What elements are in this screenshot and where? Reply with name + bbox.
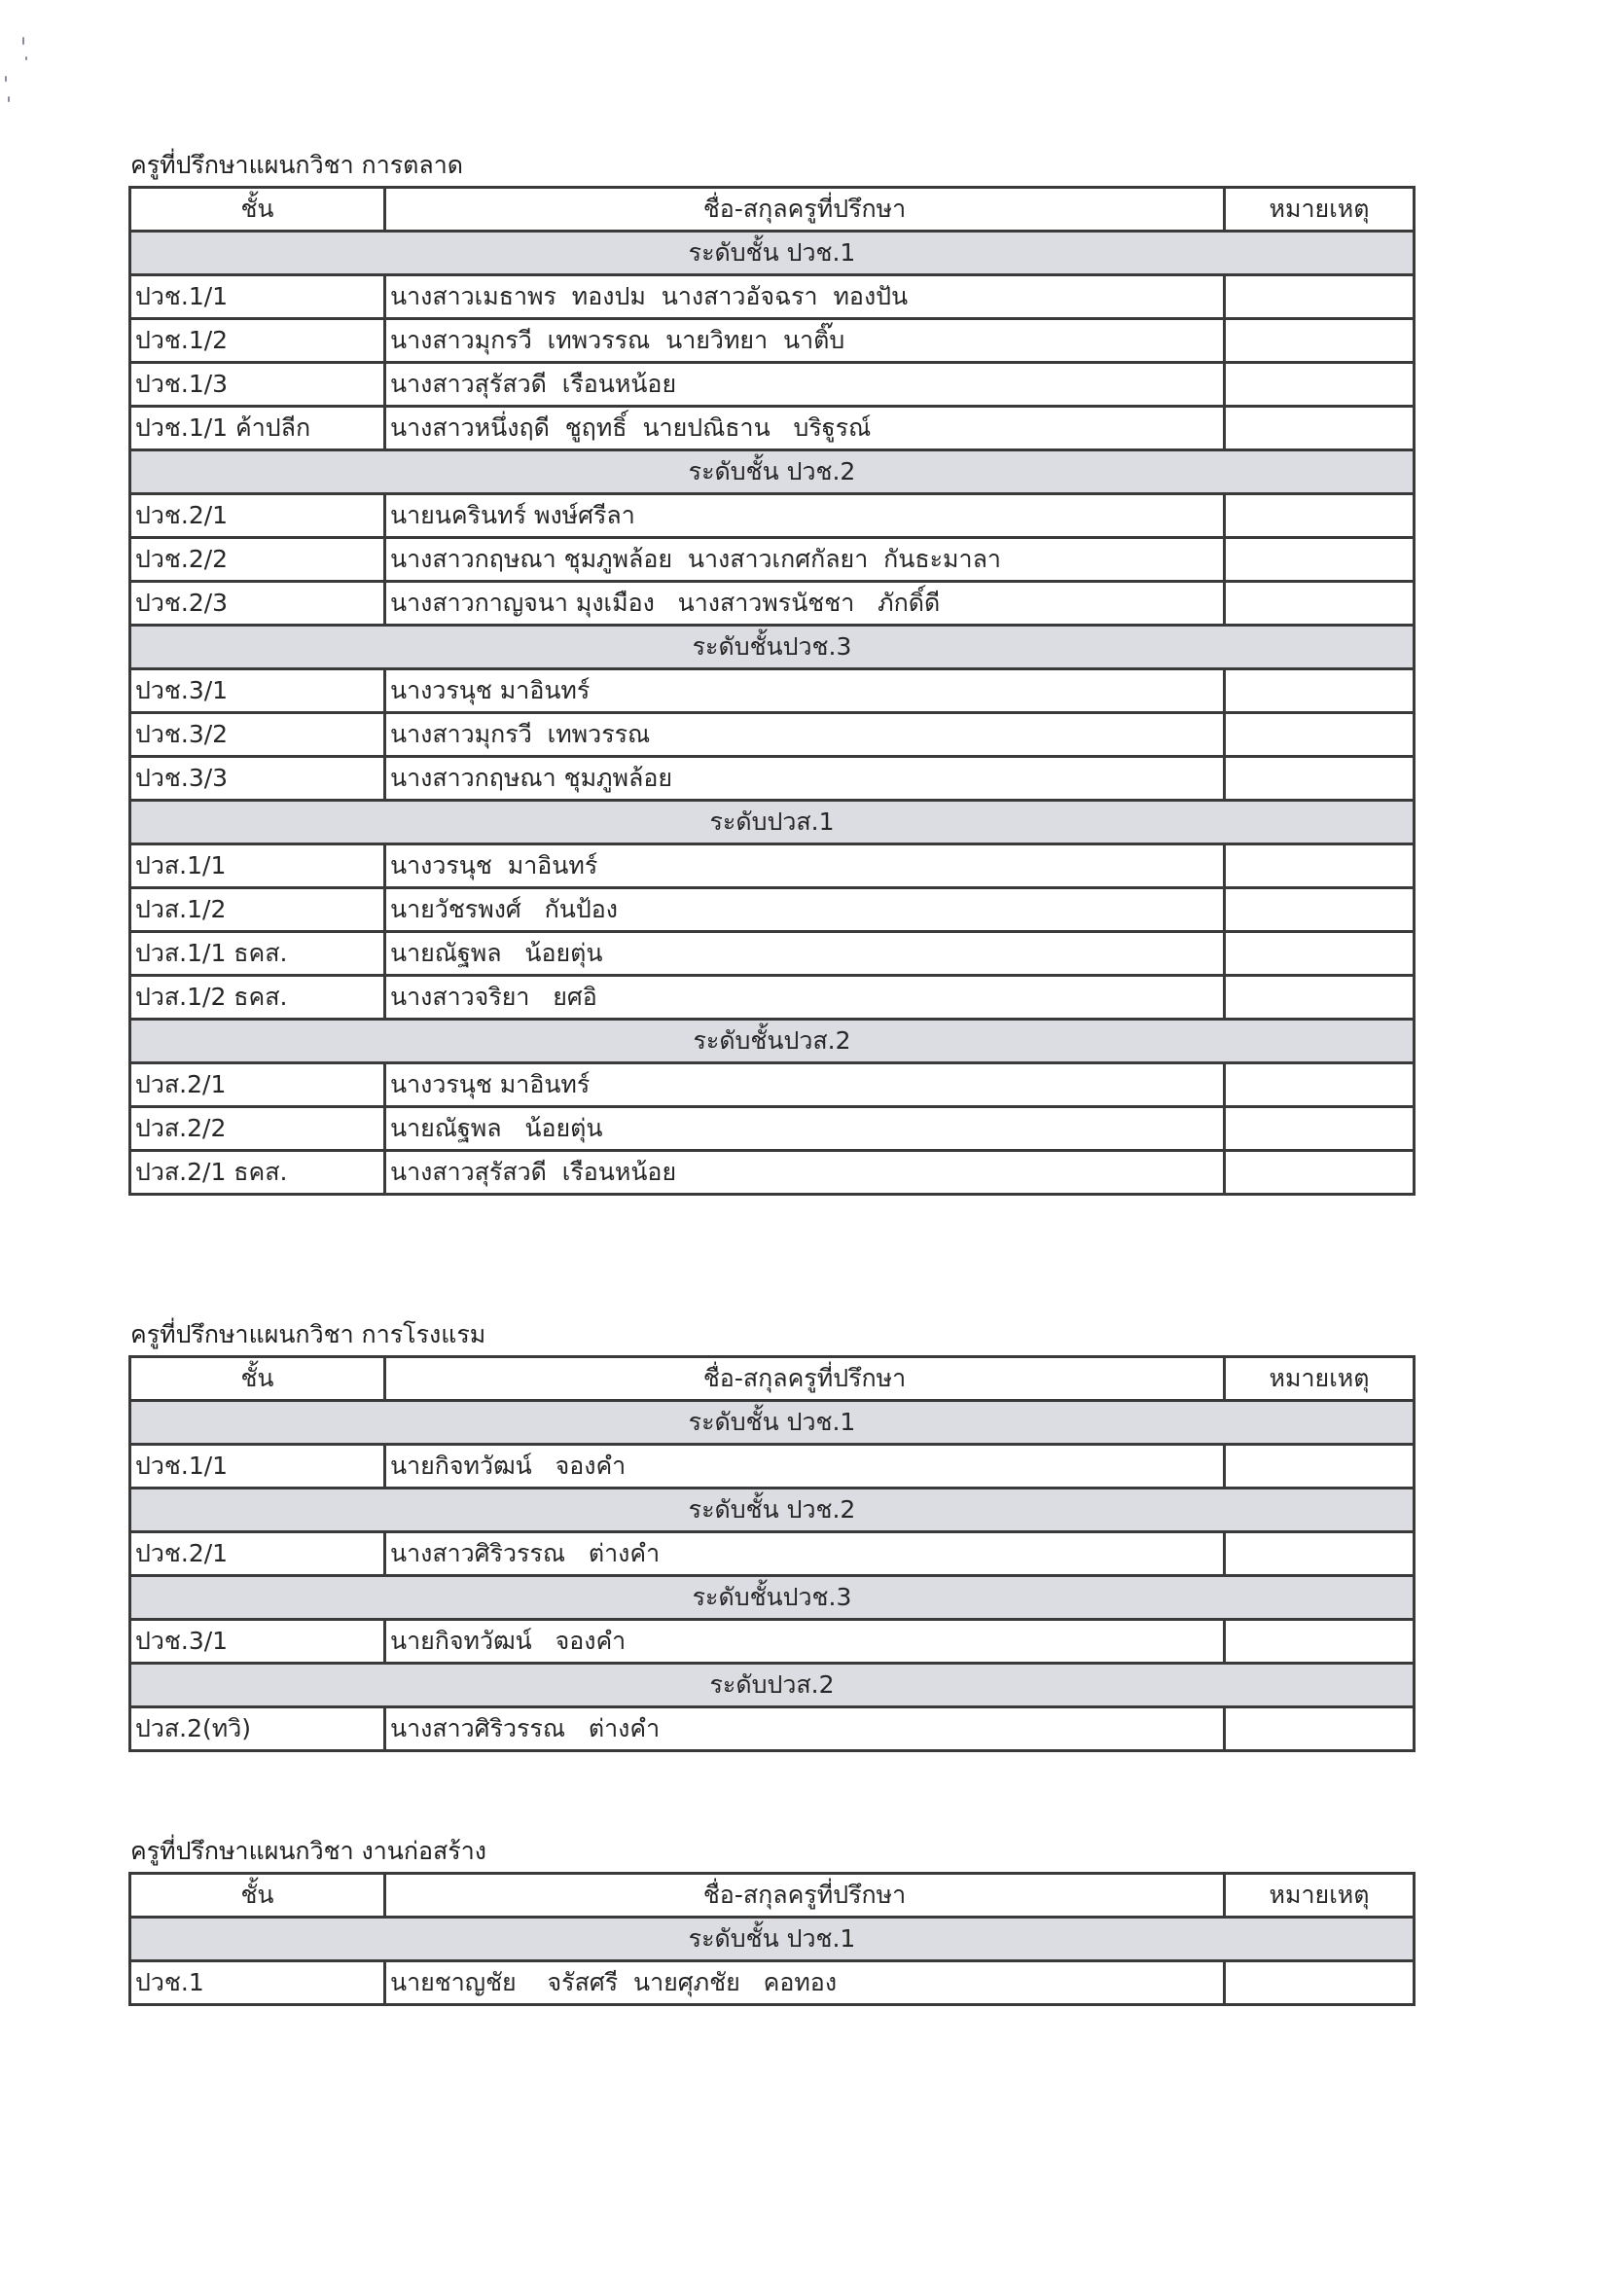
column-header-class: ชั้น xyxy=(130,1874,385,1918)
class-cell: ปวช.2/2 xyxy=(130,538,385,582)
table-row xyxy=(130,1961,1415,2005)
scan-artifact xyxy=(5,76,7,82)
note-cell xyxy=(1225,494,1415,538)
class-cell: ปวช.1/2 xyxy=(130,319,385,363)
table-row xyxy=(130,363,1415,407)
note-cell xyxy=(1225,275,1415,319)
note-cell xyxy=(1225,1107,1415,1151)
level-row xyxy=(130,450,1415,494)
level-heading: ระดับชั้น ปวช.1 xyxy=(130,232,1415,275)
level-row xyxy=(130,1918,1415,1961)
note-cell xyxy=(1225,319,1415,363)
level-heading: ระดับชั้น ปวช.2 xyxy=(130,450,1415,494)
table-row xyxy=(130,1620,1415,1664)
note-cell xyxy=(1225,669,1415,713)
class-cell: ปวช.3/1 xyxy=(130,669,385,713)
level-heading: ระดับชั้น ปวช.1 xyxy=(130,1401,1415,1445)
advisor-cell: นายนครินทร์ พงษ์ศรีลา xyxy=(385,494,1225,538)
advisor-table xyxy=(128,1355,1416,1752)
section-title: ครูที่ปรึกษาแผนกวิชา การโรงแรม xyxy=(130,1320,486,1348)
scan-artifact xyxy=(25,56,27,60)
class-cell: ปวส.2/1 ธคส. xyxy=(130,1151,385,1195)
column-header-class: ชั้น xyxy=(130,188,385,232)
advisor-cell: นายณัฐพล น้อยตุ่น xyxy=(385,1107,1225,1151)
section-title: ครูที่ปรึกษาแผนกวิชา การตลาด xyxy=(130,151,463,179)
advisor-cell: นางสาวเมธาพร ทองปม นางสาวอัจฉรา ทองปัน xyxy=(385,275,1225,319)
level-heading: ระดับชั้นปวช.3 xyxy=(130,1576,1415,1620)
level-heading: ระดับปวส.1 xyxy=(130,801,1415,844)
note-cell xyxy=(1225,1707,1415,1751)
level-row xyxy=(130,626,1415,669)
advisor-cell: นายวัชรพงศ์ กันป้อง xyxy=(385,888,1225,932)
class-cell: ปวช.1/3 xyxy=(130,363,385,407)
level-row xyxy=(130,801,1415,844)
class-cell: ปวส.1/1 ธคส. xyxy=(130,932,385,976)
table-row xyxy=(130,669,1415,713)
column-header-class: ชั้น xyxy=(130,1357,385,1401)
section-construction xyxy=(128,1835,1413,2006)
table-row xyxy=(130,538,1415,582)
table-row xyxy=(130,1707,1415,1751)
class-cell: ปวช.2/1 xyxy=(130,494,385,538)
advisor-cell: นางสาวสุรัสวดี เรือนหน้อย xyxy=(385,363,1225,407)
class-cell: ปวช.2/1 xyxy=(130,1532,385,1576)
class-cell: ปวช.1/1 ค้าปลีก xyxy=(130,407,385,450)
table-row xyxy=(130,932,1415,976)
note-cell xyxy=(1225,538,1415,582)
class-cell: ปวส.2/1 xyxy=(130,1063,385,1107)
table-row xyxy=(130,1445,1415,1489)
advisor-cell: นายณัฐพล น้อยตุ่น xyxy=(385,932,1225,976)
table-row xyxy=(130,844,1415,888)
advisor-cell: นางวรนุช มาอินทร์ xyxy=(385,669,1225,713)
level-row xyxy=(130,1401,1415,1445)
level-heading: ระดับชั้น ปวช.1 xyxy=(130,1918,1415,1961)
column-header-note: หมายเหตุ xyxy=(1225,188,1415,232)
advisor-cell: นายชาญชัย จรัสศรี นายศุภชัย คอทอง xyxy=(385,1961,1225,2005)
table-row xyxy=(130,888,1415,932)
level-row xyxy=(130,1576,1415,1620)
note-cell xyxy=(1225,757,1415,801)
note-cell xyxy=(1225,1620,1415,1664)
advisor-cell: นางสาวมุกรวี เทพวรรณ นายวิทยา นาติ๊บ xyxy=(385,319,1225,363)
level-row xyxy=(130,1020,1415,1063)
class-cell: ปวช.2/3 xyxy=(130,582,385,626)
class-cell: ปวส.2/2 xyxy=(130,1107,385,1151)
advisor-cell: นางสาวมุกรวี เทพวรรณ xyxy=(385,713,1225,757)
advisor-cell: นางสาวกฤษณา ชุมภูพล้อย xyxy=(385,757,1225,801)
table-row xyxy=(130,976,1415,1020)
table-row xyxy=(130,407,1415,450)
advisor-cell: นางสาวกาญจนา มุงเมือง นางสาวพรนัชชา ภักดิ์ดี xyxy=(385,582,1225,626)
table-row xyxy=(130,319,1415,363)
header-row xyxy=(130,1357,1415,1401)
class-cell: ปวช.3/2 xyxy=(130,713,385,757)
note-cell xyxy=(1225,888,1415,932)
class-cell: ปวช.1 xyxy=(130,1961,385,2005)
advisor-cell: นายกิจทวัฒน์ จองคำ xyxy=(385,1620,1225,1664)
level-heading: ระดับชั้นปวส.2 xyxy=(130,1020,1415,1063)
note-cell xyxy=(1225,407,1415,450)
class-cell: ปวส.1/2 xyxy=(130,888,385,932)
note-cell xyxy=(1225,1961,1415,2005)
level-row xyxy=(130,232,1415,275)
table-row xyxy=(130,713,1415,757)
scan-artifact xyxy=(8,96,10,102)
level-heading: ระดับชั้น ปวช.2 xyxy=(130,1489,1415,1532)
note-cell xyxy=(1225,363,1415,407)
section-title: ครูที่ปรึกษาแผนกวิชา งานก่อสร้าง xyxy=(130,1837,486,1865)
advisor-cell: นางสาวจริยา ยศอิ xyxy=(385,976,1225,1020)
advisor-cell: นางสาวสุรัสวดี เรือนหน้อย xyxy=(385,1151,1225,1195)
table-row xyxy=(130,582,1415,626)
level-row xyxy=(130,1489,1415,1532)
table-row xyxy=(130,1063,1415,1107)
class-cell: ปวช.1/1 xyxy=(130,275,385,319)
table-row xyxy=(130,757,1415,801)
section-marketing xyxy=(128,149,1413,1196)
note-cell xyxy=(1225,1532,1415,1576)
level-heading: ระดับปวส.2 xyxy=(130,1664,1415,1707)
level-row xyxy=(130,1664,1415,1707)
table-row xyxy=(130,1151,1415,1195)
advisor-cell: นางวรนุช มาอินทร์ xyxy=(385,1063,1225,1107)
advisor-cell: นางสาวหนึ่งฤดี ชูฤทธิ์ นายปณิธาน บริฐูรณ์ xyxy=(385,407,1225,450)
note-cell xyxy=(1225,1151,1415,1195)
advisor-cell: นางสาวกฤษณา ชุมภูพล้อย นางสาวเกศกัลยา กันธะมาลา xyxy=(385,538,1225,582)
section-hotel xyxy=(128,1318,1413,1752)
table-body xyxy=(130,232,1415,1195)
scan-artifact xyxy=(22,37,24,45)
note-cell xyxy=(1225,1063,1415,1107)
table-body xyxy=(130,1918,1415,2005)
table-row xyxy=(130,494,1415,538)
advisor-cell: นางสาวศิริวรรณ ต่างคำ xyxy=(385,1532,1225,1576)
class-cell: ปวช.3/3 xyxy=(130,757,385,801)
header-row xyxy=(130,188,1415,232)
note-cell xyxy=(1225,976,1415,1020)
column-header-note: หมายเหตุ xyxy=(1225,1357,1415,1401)
advisor-table xyxy=(128,186,1416,1196)
level-heading: ระดับชั้นปวช.3 xyxy=(130,626,1415,669)
note-cell xyxy=(1225,582,1415,626)
class-cell: ปวส.1/2 ธคส. xyxy=(130,976,385,1020)
table-row xyxy=(130,1107,1415,1151)
class-cell: ปวช.3/1 xyxy=(130,1620,385,1664)
table-row xyxy=(130,1532,1415,1576)
class-cell: ปวส.2(ทวิ) xyxy=(130,1707,385,1751)
note-cell xyxy=(1225,1445,1415,1489)
advisor-cell: นางวรนุช มาอินทร์ xyxy=(385,844,1225,888)
class-cell: ปวส.1/1 xyxy=(130,844,385,888)
note-cell xyxy=(1225,932,1415,976)
table-row xyxy=(130,275,1415,319)
table-body xyxy=(130,1401,1415,1751)
column-header-advisor: ชื่อ-สกุลครูที่ปรึกษา xyxy=(385,1357,1225,1401)
column-header-advisor: ชื่อ-สกุลครูที่ปรึกษา xyxy=(385,1874,1225,1918)
header-row xyxy=(130,1874,1415,1918)
column-header-advisor: ชื่อ-สกุลครูที่ปรึกษา xyxy=(385,188,1225,232)
class-cell: ปวช.1/1 xyxy=(130,1445,385,1489)
note-cell xyxy=(1225,844,1415,888)
advisor-cell: นางสาวศิริวรรณ ต่างคำ xyxy=(385,1707,1225,1751)
advisor-table xyxy=(128,1872,1416,2006)
column-header-note: หมายเหตุ xyxy=(1225,1874,1415,1918)
advisor-cell: นายกิจทวัฒน์ จองคำ xyxy=(385,1445,1225,1489)
note-cell xyxy=(1225,713,1415,757)
